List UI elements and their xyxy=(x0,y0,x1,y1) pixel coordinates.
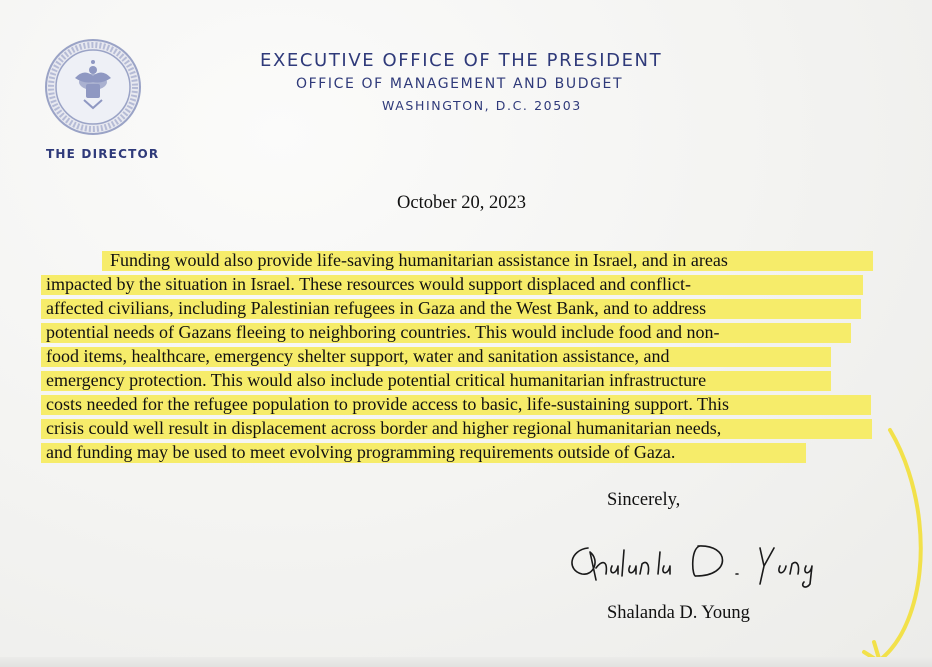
body-line: crisis could well result in displacement across border and higher regional humanitarian needs, xyxy=(46,418,722,438)
handwritten-signature xyxy=(560,530,835,590)
curved-arrow-annotation xyxy=(850,420,932,667)
page-edge xyxy=(0,657,932,667)
body-line: emergency protection. This would also include potential critical humanitarian infrastructure xyxy=(46,370,707,390)
letter-date: October 20, 2023 xyxy=(397,193,526,213)
body-line: Funding would also provide life-saving humanitarian assistance in Israel, and in areas xyxy=(110,250,728,270)
body-line: costs needed for the refugee population to provide access to basic, life-sustaining support. This xyxy=(46,394,729,414)
letterhead-line3: WASHINGTON, D.C. 20503 xyxy=(382,98,582,113)
director-label: THE DIRECTOR xyxy=(46,147,160,161)
closing: Sincerely, xyxy=(607,490,681,510)
signer-name: Shalanda D. Young xyxy=(607,603,750,623)
body-line: potential needs of Gazans fleeing to neighboring countries. This would include food and non- xyxy=(46,322,720,342)
letterhead-line2: OFFICE OF MANAGEMENT AND BUDGET xyxy=(296,76,624,92)
omb-seal-icon xyxy=(42,38,144,136)
body-line: and funding may be used to meet evolving programming requirements outside of Gaza. xyxy=(46,442,676,462)
body-line: affected civilians, including Palestinian refugees in Gaza and the West Bank, and to address xyxy=(46,298,707,318)
body-line: impacted by the situation in Israel. These resources would support displaced and conflict- xyxy=(46,274,691,294)
body-line: food items, healthcare, emergency shelter support, water and sanitation assistance, and xyxy=(46,346,670,366)
letterhead-line1: EXECUTIVE OFFICE OF THE PRESIDENT xyxy=(260,50,663,71)
